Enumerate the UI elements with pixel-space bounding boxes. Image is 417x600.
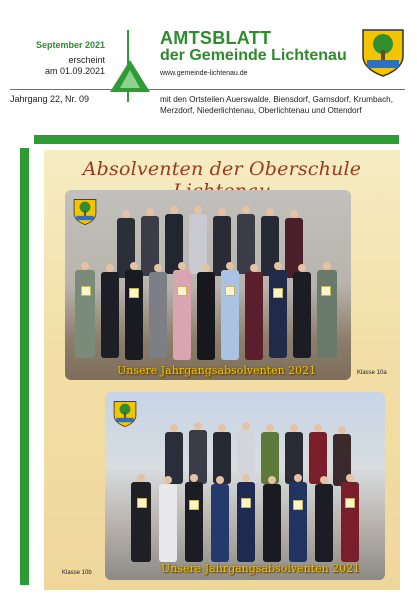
- districts-line: mit den Ortsteilen Auerswalde, Biensdorf, Garnsdorf, Krumbach, Merzdorf, Niederlichtenau, Oberlichtenau und Ottendorf: [160, 95, 393, 115]
- coat-of-arms-icon: [361, 28, 405, 78]
- class-label-10b: Klasse 10b: [62, 570, 92, 576]
- website-link[interactable]: www.gemeinde-lichtenau.de: [160, 70, 248, 77]
- class-label-10a: Klasse 10a: [357, 370, 387, 376]
- publication-date: [10, 55, 105, 77]
- newsletter-subtitle: der Gemeinde Lichtenau: [160, 47, 347, 64]
- class-photo-10a: [65, 190, 351, 380]
- publication-date-line2: am 01.09.2021: [44, 66, 105, 76]
- publication-date-line1: erscheint: [68, 55, 105, 65]
- photo-caption: Unsere Jahrgangsabsolventen 2021: [161, 562, 361, 575]
- coat-of-arms-icon: [73, 198, 97, 226]
- class-photo-10b: [105, 392, 385, 580]
- volume-number: Jahrgang 22, Nr. 09: [10, 94, 90, 104]
- frame-top-bar: [34, 135, 399, 144]
- cover-title: Absolventen der Oberschule: [82, 158, 362, 180]
- issue-month: September 2021: [35, 40, 105, 50]
- header-rule: [10, 89, 405, 90]
- photo-caption: Unsere Jahrgangsabsolventen 2021: [117, 364, 317, 377]
- frame-left-bar: [20, 148, 29, 585]
- coat-of-arms-icon: [113, 400, 137, 428]
- newsletter-title: AMTSBLATT: [160, 28, 272, 48]
